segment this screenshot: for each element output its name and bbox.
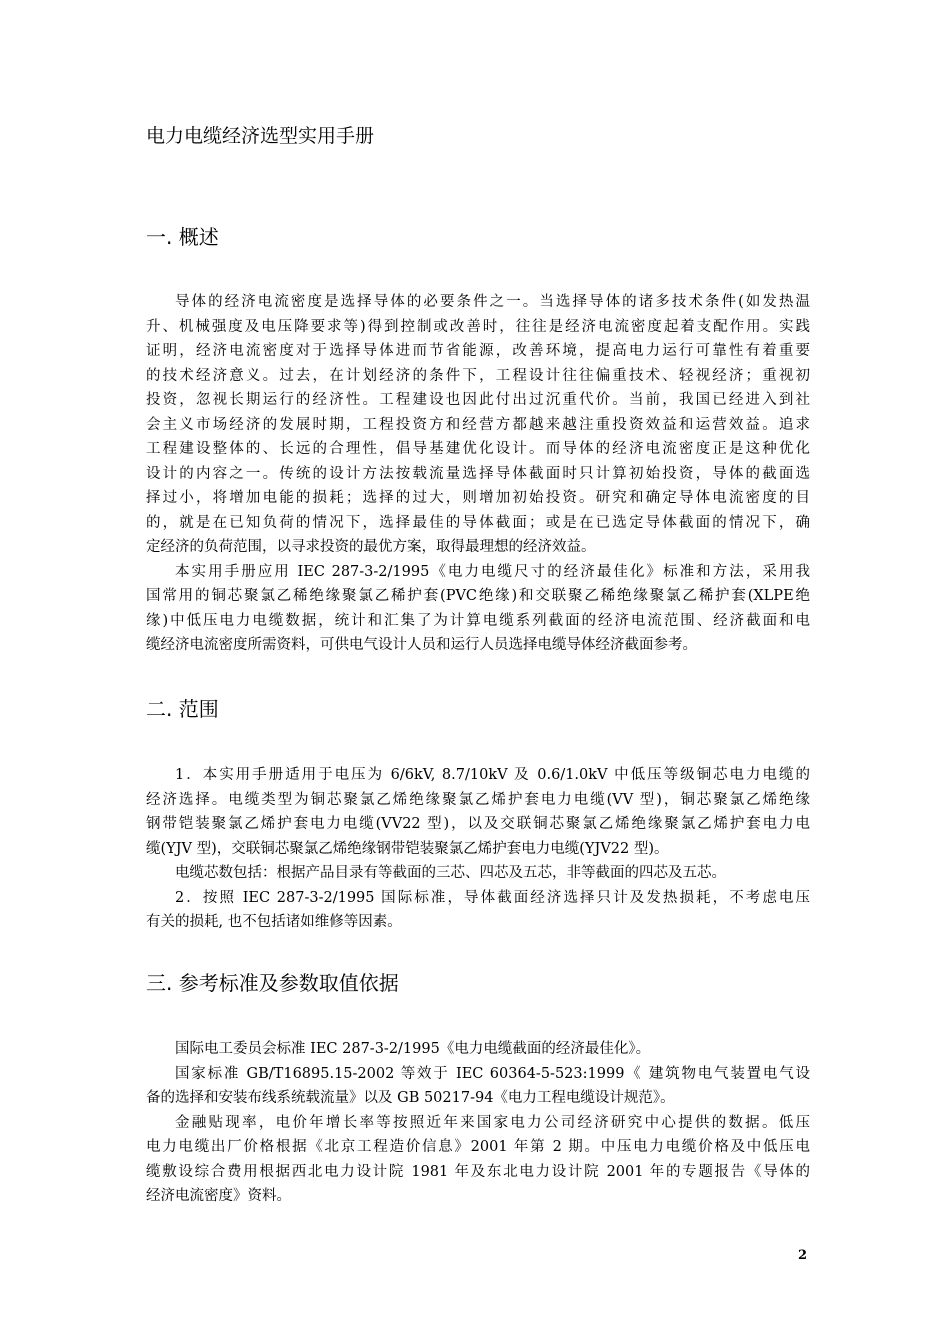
body-text-line: 经济电流密度》资料。 xyxy=(146,1188,291,1204)
body-text-line: 有关的损耗, 也不包括诸如维修等因素。 xyxy=(146,914,402,930)
section-body-overview xyxy=(146,290,810,658)
body-text-line: 1．本实用手册适用于电压为 6/6kV, 8.7/10kV 及 0.6/1.0kV 中低压等级铜芯电力电缆的 xyxy=(175,767,810,783)
body-text-line: 国际电工委员会标准 IEC 287-3-2/1995《电力电缆截面的经济最佳化》。 xyxy=(175,1041,651,1057)
body-text-line: 备的选择和安装布线系统载流量》以及 GB 50217-94《电力工程电缆设计规范》。 xyxy=(146,1090,675,1106)
body-text-line: 国家标准 GB/T16895.15-2002 等效于 IEC 60364-5-523:1999《 建筑物电气装置电气设 xyxy=(175,1065,810,1082)
body-text-line: 电力电缆出厂价格根据《北京工程造价信息》2001 年第 2 期。中压电力电缆价格及中低压电 xyxy=(146,1139,810,1155)
body-text-line: 缆敷设综合费用根据西北电力设计院 1981 年及东北电力设计院 2001 年的专题报告《导体的 xyxy=(146,1163,810,1180)
body-text-line: 的技术经济意义。过去，在计划经济的条件下，工程设计往往偏重技术、轻视经济；重视初 xyxy=(146,367,810,384)
body-text-line: 本实用手册应用 IEC 287-3-2/1995《电力电缆尺寸的经济最佳化》标准和方法，采用我 xyxy=(175,563,810,580)
body-text-line: 择过小，将增加电能的损耗；选择的过大，则增加初始投资。研究和确定导体电流密度的目 xyxy=(146,490,810,506)
body-text-line: 国常用的铜芯聚氯乙稀绝缘聚氯乙稀护套(PVC绝缘)和交联聚乙稀绝缘聚氯乙稀护套(XLPE绝 xyxy=(146,588,810,604)
section-body-references xyxy=(146,1037,810,1209)
body-text-line: 定经济的负荷范围，以寻求投资的最优方案，取得最理想的经济效益。 xyxy=(146,539,596,555)
body-text-line: 工程建设整体的、长远的合理性，倡导基建优化设计。而导体的经济电流密度正是这种优化 xyxy=(146,441,810,457)
body-text-line: 电缆芯数包括：根据产品目录有等截面的三芯、四芯及五芯，非等截面的四芯及五芯。 xyxy=(175,865,726,881)
body-text-line: 2．按照 IEC 287-3-2/1995 国际标准，导体截面经济选择只计及发热损耗，不考虑电压 xyxy=(175,889,810,906)
body-text-line: 证明，经济电流密度对于选择导体进而节省能源，改善环境，提高电力运行可靠性有着重要 xyxy=(146,343,810,359)
section-heading-scope: 二. 范围 xyxy=(146,697,219,721)
body-text-line: 金融贴现率，电价年增长率等按照近年来国家电力公司经济研究中心提供的数据。低压 xyxy=(175,1114,810,1131)
body-text-line: 设计的内容之一。传统的设计方法按载流量选择导体截面时只计算初始投资，导体的截面选 xyxy=(146,465,810,482)
body-text-line: 缘)中低压电力电缆数据，统计和汇集了为计算电缆系列截面的经济电流范围、经济截面和电 xyxy=(146,612,810,629)
body-text-line: 投资，忽视长期运行的经济性。工程建设也因此付出过沉重代价。当前，我国已经进入到社 xyxy=(146,392,810,408)
section-heading-references: 三. 参考标准及参数取值依据 xyxy=(146,971,399,995)
body-text-line: 经济选择。电缆类型为铜芯聚氯乙烯绝缘聚氯乙烯护套电力电缆(VV 型)，铜芯聚氯乙烯绝缘 xyxy=(146,791,810,808)
body-text-line: 会主义市场经济的发展时期，工程投资方和经营方都越来越注重投资效益和运营效益。追求 xyxy=(146,416,810,433)
body-text-line: 升、机械强度及电压降要求等)得到控制或改善时，往往是经济电流密度起着支配作用。实践 xyxy=(146,318,810,335)
body-text-line: 缆(YJV 型)，交联铜芯聚氯乙烯绝缘钢带铠装聚氯乙烯护套电力电缆(YJV22 型)。 xyxy=(146,840,669,857)
body-text-line: 导体的经济电流密度是选择导体的必要条件之一。当选择导体的诸多技术条件(如发热温 xyxy=(175,294,810,310)
section-heading-overview: 一. 概述 xyxy=(146,225,219,249)
body-text-line: 缆经济电流密度所需资料，可供电气设计人员和运行人员选择电缆导体经济截面参考。 xyxy=(146,637,697,653)
body-text-line: 的，就是在已知负荷的情况下，选择最佳的导体截面；或是在已选定导体截面的情况下，确 xyxy=(146,514,810,531)
document-title: 电力电缆经济选型实用手册 xyxy=(146,125,375,147)
page-number: 2 xyxy=(798,1248,808,1263)
section-body-scope xyxy=(146,763,810,935)
body-text-line: 钢带铠装聚氯乙烯护套电力电缆(VV22 型)，以及交联铜芯聚氯乙烯绝缘聚氯乙烯护套电力电 xyxy=(146,816,810,832)
